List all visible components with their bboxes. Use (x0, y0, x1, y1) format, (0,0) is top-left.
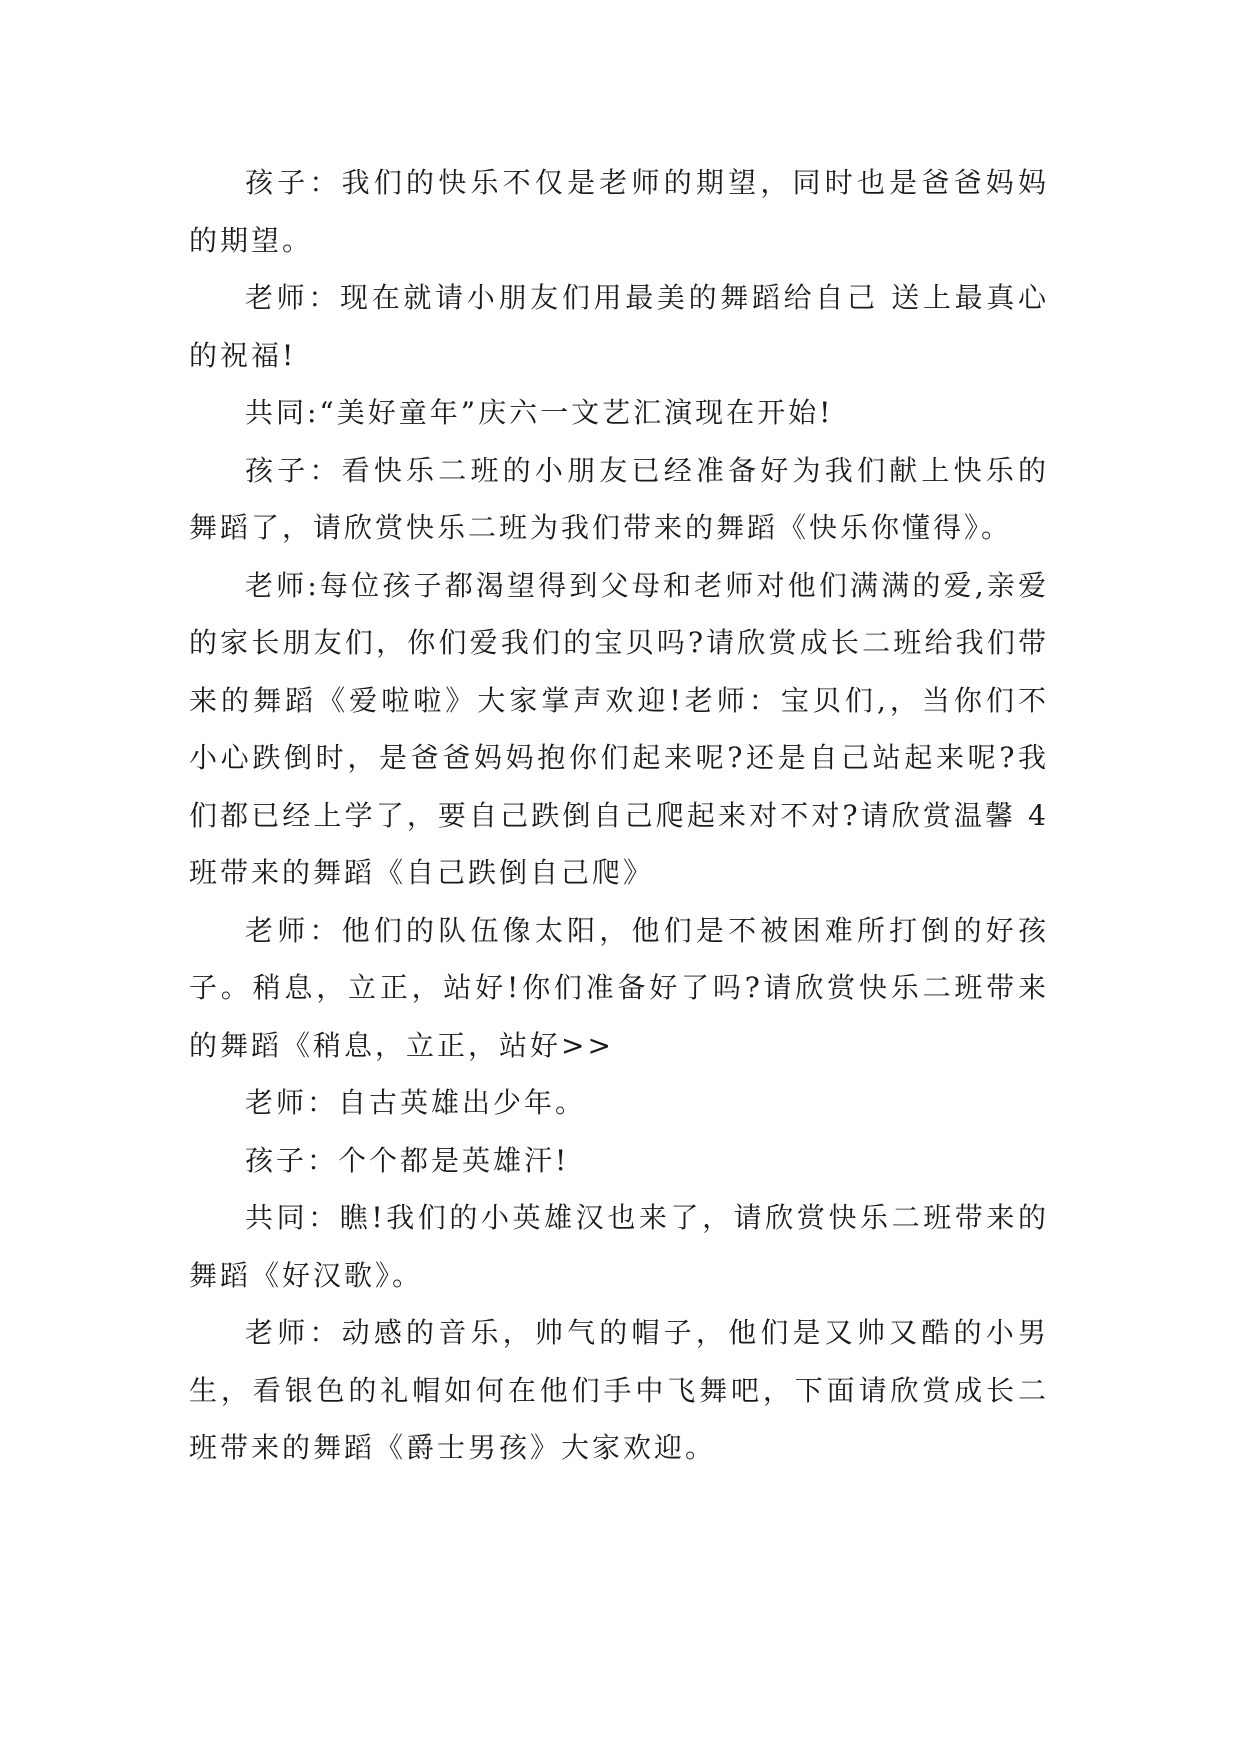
paragraph-7: 老师：自古英雄出少年。 (245, 1086, 587, 1119)
paragraph-9: 共同：瞧!我们的小英雄汉也来了，请欣赏快乐二班带来的舞蹈《好汉歌》。 (189, 1201, 1049, 1292)
paragraph-8: 孩子：个个都是英雄汗! (245, 1143, 570, 1177)
paragraph-1: 孩子：我们的快乐不仅是老师的期望，同时也是爸爸妈妈的期望。 (189, 166, 1049, 257)
paragraph-3: 共同:“美好童年”庆六一文艺汇演现在开始! (245, 396, 834, 429)
paragraph-6: 老师：他们的队伍像太阳，他们是不被困难所打倒的好孩子。稍息，立正，站好!你们准备好了吗?请欣赏快乐二班带来的舞蹈《稍息，立正，站好>> (189, 913, 1049, 1062)
paragraph-10: 老师：动感的音乐，帅气的帽子，他们是又帅又酷的小男生，看银色的礼帽如何在他们手中飞舞吧，下面请欣赏成长二班带来的舞蹈《爵士男孩》大家欢迎。 (189, 1316, 1049, 1464)
document-body (189, 154, 1049, 1477)
paragraph-4: 孩子：看快乐二班的小朋友已经准备好为我们献上快乐的舞蹈了，请欣赏快乐二班为我们带来的舞蹈《快乐你懂得》。 (189, 453, 1049, 544)
paragraph-2: 老师：现在就请小朋友们用最美的舞蹈给自己 送上最真心的祝福! (189, 281, 1049, 372)
paragraph-5: 老师:每位孩子都渴望得到父母和老师对他们满满的爱,亲爱的家长朋友们，你们爱我们的宝贝吗?请欣赏成长二班给我们带来的舞蹈《爱啦啦》大家掌声欢迎!老师：宝贝们,，当你们不小心跌倒时，是爸爸妈妈抱你们起来呢?还是自己站起来呢?我们都已经上学了，要自己跌倒自己爬起来对不对?请欣赏温馨 4 班带来的舞蹈《自己跌倒自己爬》 (189, 568, 1049, 889)
